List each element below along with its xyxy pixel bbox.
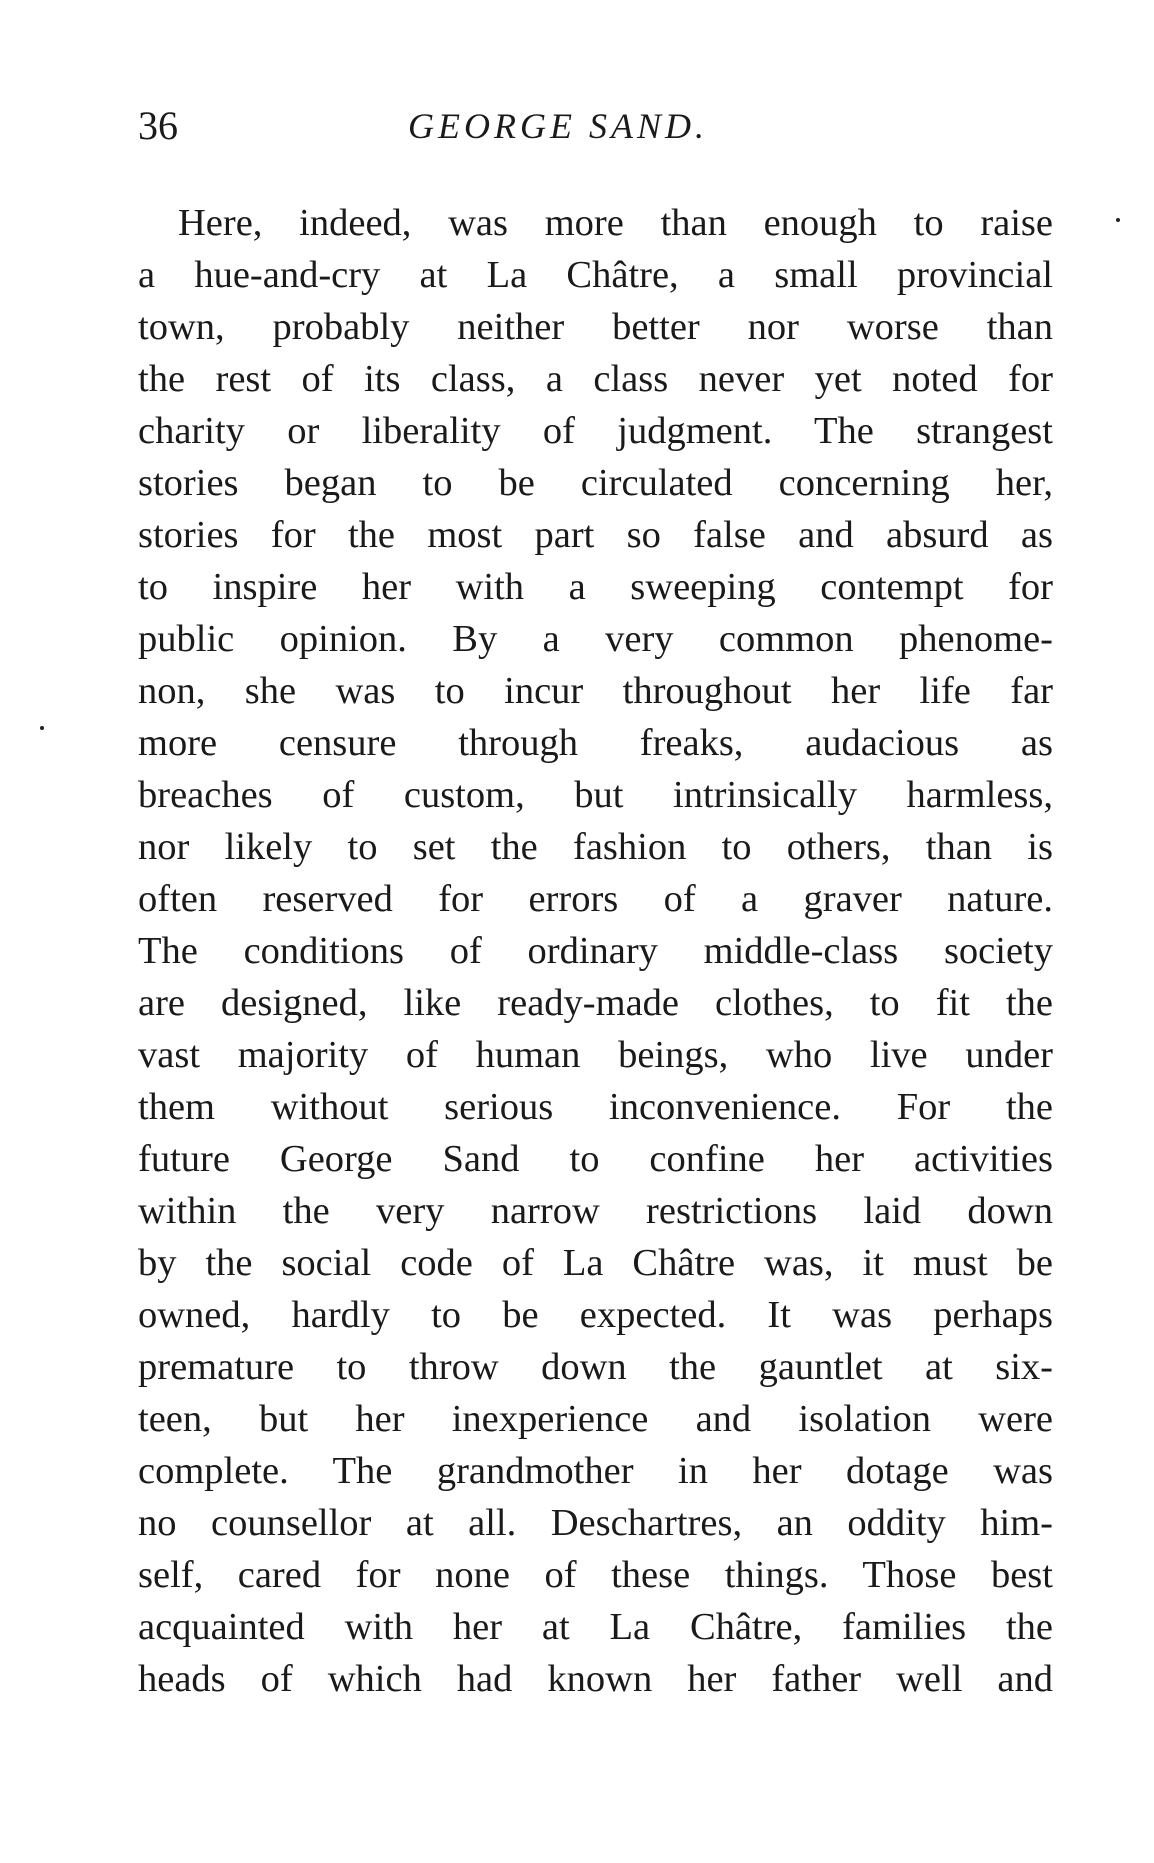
text-line: by the social code of La Châtre was, it must be: [138, 1242, 1053, 1284]
text-line: are designed, like ready-made clothes, to fit the: [138, 982, 1053, 1024]
text-line: a hue-and-cry at La Châtre, a small provincial: [138, 254, 1053, 296]
text-line: to inspire her with a sweeping contempt for: [138, 566, 1053, 608]
text-line: them without serious inconvenience. For the: [138, 1086, 1053, 1128]
text-line: non, she was to incur throughout her life far: [138, 670, 1053, 712]
text-line: future George Sand to confine her activities: [138, 1138, 1053, 1180]
text-line: stories for the most part so false and absurd as: [138, 514, 1053, 556]
text-line: charity or liberality of judgment. The strangest: [138, 410, 1053, 452]
text-line: within the very narrow restrictions laid down: [138, 1190, 1053, 1232]
text-line: premature to throw down the gauntlet at six-: [138, 1346, 1053, 1388]
text-line: vast majority of human beings, who live under: [138, 1034, 1053, 1076]
text-line: heads of which had known her father well and: [138, 1658, 1053, 1700]
text-line: complete. The grandmother in her dotage was: [138, 1450, 1053, 1492]
scan-speck: [1116, 218, 1120, 222]
text-line: breaches of custom, but intrinsically harmless,: [138, 774, 1053, 816]
text-line: more censure through freaks, audacious as: [138, 722, 1053, 764]
text-line: public opinion. By a very common phenome-: [138, 618, 1053, 660]
text-line: nor likely to set the fashion to others, than is: [138, 826, 1053, 868]
text-line: Here, indeed, was more than enough to raise: [178, 202, 1053, 244]
text-line: acquainted with her at La Châtre, families the: [138, 1606, 1053, 1648]
page-header: [138, 96, 1078, 156]
text-line: no counsellor at all. Deschartres, an oddity him-: [138, 1502, 1053, 1544]
scan-speck: [40, 726, 44, 730]
page-number: 36: [138, 103, 178, 148]
text-line: town, probably neither better nor worse than: [138, 306, 1053, 348]
text-line: The conditions of ordinary middle-class society: [138, 930, 1053, 972]
text-line: stories began to be circulated concerning her,: [138, 462, 1053, 504]
text-line: owned, hardly to be expected. It was perhaps: [138, 1294, 1053, 1336]
text-line: often reserved for errors of a graver nature.: [138, 878, 1053, 920]
text-line: self, cared for none of these things. Those best: [138, 1554, 1053, 1596]
running-title: GEORGE SAND.: [408, 106, 708, 146]
text-line: teen, but her inexperience and isolation were: [138, 1398, 1053, 1440]
text-line: the rest of its class, a class never yet noted for: [138, 358, 1053, 400]
body-text: [138, 197, 1053, 1705]
